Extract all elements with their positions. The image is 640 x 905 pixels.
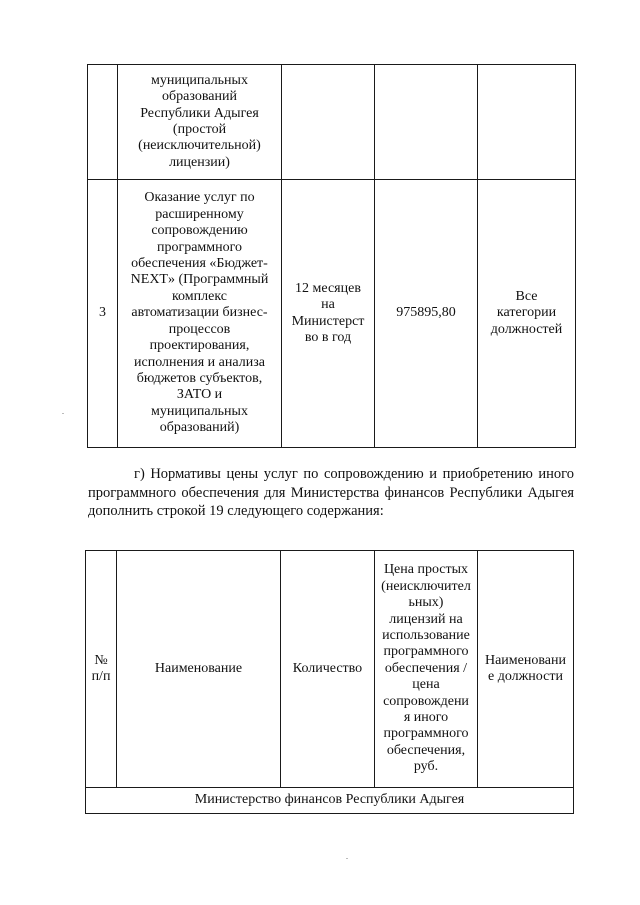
table-row (88, 180, 576, 448)
header-name: Наименование (117, 551, 281, 788)
services-table-continued (87, 64, 576, 448)
amendment-paragraph: г) Нормативы цены услуг по сопровождению и приобретению иного программного обеспечения для Министерства финансов Республики Адыгея дополнить строкой 19 следующего содержания: (88, 466, 574, 519)
cell-position: Все категории должностей (478, 180, 576, 448)
header-quantity: Количество (281, 551, 375, 788)
scan-speck (346, 858, 348, 859)
cell-position (478, 65, 576, 180)
cell-price (375, 65, 478, 180)
cell-name: муниципальных образований Республики Адыгея (простой (неисключительной) лицензии) (118, 65, 282, 180)
table-row (88, 65, 576, 180)
scan-speck (62, 413, 64, 414)
cell-name: Оказание услуг по расширенному сопровождению программного обеспечения «Бюджет- NEXT» (Программный комплекс автоматизации бизнес- процессов проектирования, исполнения и анализа бюджетов субъектов, ЗАТО и муниципальных образований) (118, 180, 282, 448)
header-price: Цена простых (неисключител ьных) лицензий на использование программного обеспечения / цена сопровождени я иного программного обеспечения, руб. (375, 551, 478, 788)
cell-price: 975895,80 (375, 180, 478, 448)
software-norms-table (85, 550, 574, 814)
section-title: Министерство финансов Республики Адыгея (86, 788, 574, 814)
cell-quantity: 12 месяцев на Министерст во в год (282, 180, 375, 448)
cell-num: 3 (88, 180, 118, 448)
cell-num (88, 65, 118, 180)
header-num: № п/п (86, 551, 117, 788)
section-row (86, 788, 574, 814)
table-header-row (86, 551, 574, 788)
cell-quantity (282, 65, 375, 180)
header-position: Наименовани е должности (478, 551, 574, 788)
